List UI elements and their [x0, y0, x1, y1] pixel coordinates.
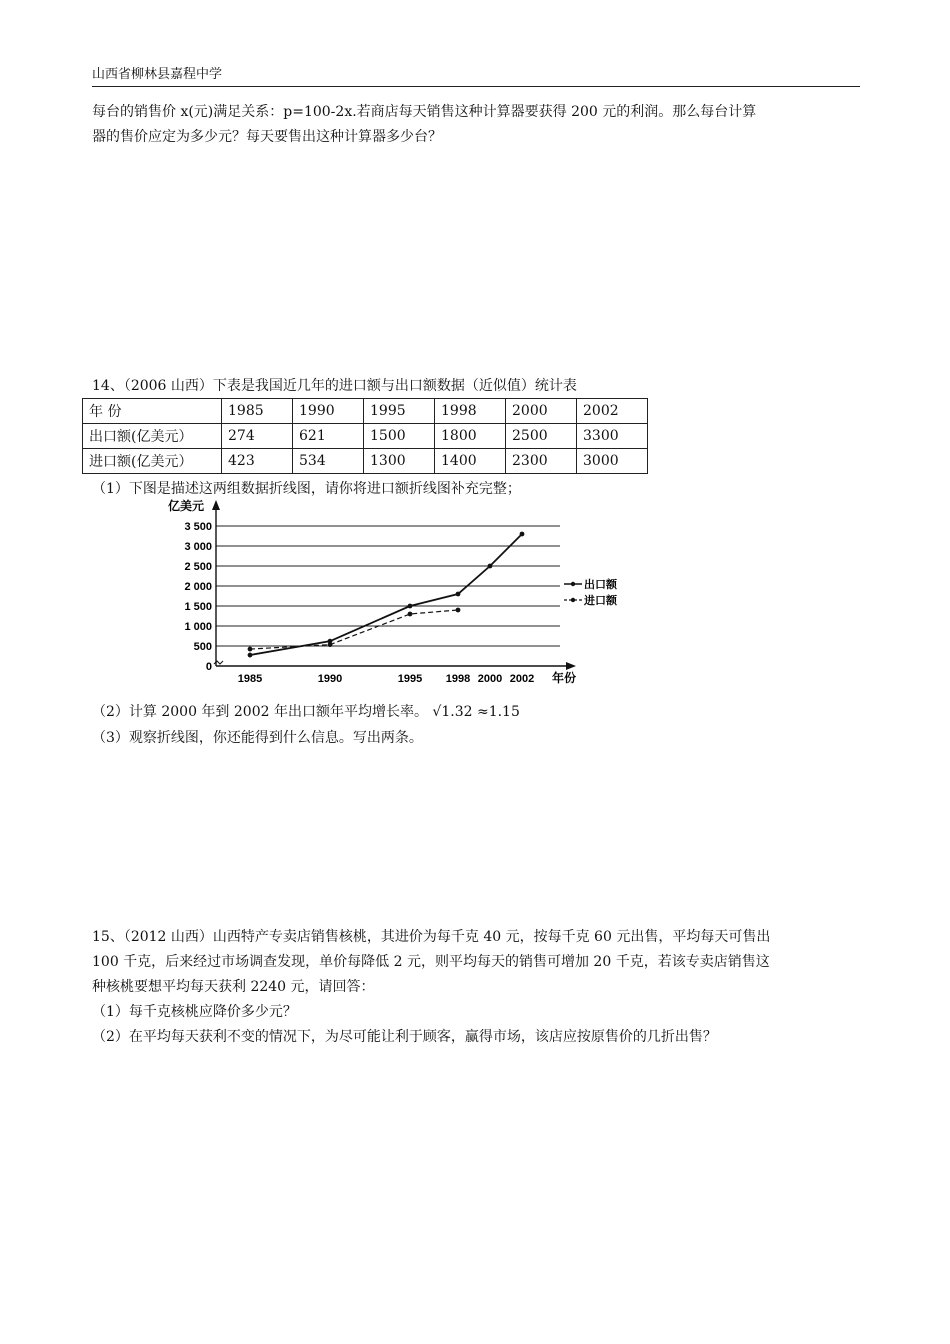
x-axis-label: 年份	[552, 671, 577, 685]
table-cell: 1800	[435, 424, 506, 449]
q15-line2: 100 千克，后来经过市场调查发现，单价每降低 2 元，则平均每天的销售可增加 20 千克，若该专卖店销售这	[92, 954, 770, 970]
x-axis-arrow	[566, 662, 576, 670]
table-cell: 1400	[435, 449, 506, 474]
trade-data-table	[82, 398, 648, 474]
table-cell: 1985	[222, 399, 293, 424]
q15-part2: （2）在平均每天获利不变的情况下，为尽可能让利于顾客，赢得市场，该店应按原售价的几折出售？	[92, 1029, 717, 1045]
table-cell: 1998	[435, 399, 506, 424]
table-cell: 2000	[506, 399, 577, 424]
x-tick-label: 1985	[237, 673, 263, 685]
y-tick-label: 2 500	[184, 561, 212, 573]
table-cell: 1500	[364, 424, 435, 449]
data-point	[520, 532, 525, 537]
y-tick-label: 3 500	[184, 521, 212, 533]
q15-part1: （1）每千克核桃应降价多少元？	[92, 1004, 297, 1020]
legend-marker	[571, 582, 575, 586]
q14-part3: （3）观察折线图，你还能得到什么信息。写出两条。	[92, 730, 423, 746]
y-tick-label: 1 500	[184, 601, 212, 613]
q14-part1: （1）下图是描述这两组数据折线图，请你将进口额折线图补充完整；	[92, 481, 521, 497]
y-tick-label: 500	[193, 641, 212, 653]
x-tick-label: 2000	[477, 673, 503, 685]
q15-line3: 种核桃要想平均每天获利 2240 元，请回答：	[92, 979, 375, 995]
table-row	[83, 424, 648, 449]
table-cell: 1300	[364, 449, 435, 474]
series-line-import	[250, 610, 458, 649]
table-cell: 2002	[577, 399, 648, 424]
q14-part2-text: （2）计算 2000 年到 2002 年出口额年平均增长率。	[92, 704, 428, 720]
series-line-export	[250, 534, 522, 655]
data-point	[456, 592, 461, 597]
q13-text-line2: 器的售价应定为多少元？每天要售出这种计算器多少台？	[92, 129, 442, 145]
data-point	[328, 642, 333, 647]
data-point	[408, 604, 413, 609]
table-cell: 423	[222, 449, 293, 474]
q14-part2-formula: √1.32 ≈1.15	[432, 704, 520, 720]
table-cell: 3300	[577, 424, 648, 449]
y-tick-label: 2 000	[184, 581, 212, 593]
data-point	[248, 653, 253, 658]
table-row-label: 出口额(亿美元）	[83, 424, 222, 449]
x-tick-label: 1995	[397, 673, 423, 685]
table-header-cell: 年 份	[83, 399, 222, 424]
q15-line1: 15、（2012 山西）山西特产专卖店销售核桃，其进价为每千克 40 元，按每千克 60 元出售，平均每天可售出	[92, 929, 771, 945]
y-tick-label: 0	[205, 661, 212, 673]
table-cell: 1990	[293, 399, 364, 424]
table-row-label: 进口额(亿美元）	[83, 449, 222, 474]
data-point	[248, 647, 253, 652]
table-cell: 621	[293, 424, 364, 449]
y-axis-label: 亿美元	[168, 499, 205, 513]
q13-text-line1: 每台的销售价 x(元)满足关系：p=100-2x.若商店每天销售这种计算器要获得 200 元的利润。那么每台计算	[92, 104, 757, 120]
y-tick-label: 3 000	[184, 541, 212, 553]
x-tick-label: 1998	[445, 673, 471, 685]
y-tick-label: 1 000	[184, 621, 212, 633]
data-point	[488, 564, 493, 569]
x-tick-label: 2002	[509, 673, 535, 685]
table-cell: 274	[222, 424, 293, 449]
data-point	[456, 608, 461, 613]
q14-part2	[92, 700, 862, 724]
legend-label: 出口额	[584, 579, 617, 591]
legend-marker	[571, 598, 575, 602]
table-row	[83, 399, 648, 424]
data-point	[408, 612, 413, 617]
table-row	[83, 449, 648, 474]
y-axis-arrow	[212, 500, 220, 510]
table-cell: 1995	[364, 399, 435, 424]
table-cell: 534	[293, 449, 364, 474]
page-header: 山西省柳林县嘉程中学	[92, 66, 860, 87]
table-cell: 2300	[506, 449, 577, 474]
trade-line-chart	[160, 496, 617, 696]
table-cell: 3000	[577, 449, 648, 474]
legend-label: 进口额	[584, 595, 617, 607]
table-cell: 2500	[506, 424, 577, 449]
x-tick-label: 1990	[317, 673, 343, 685]
q14-title: 14、（2006 山西）下表是我国近几年的进口额与出口额数据（近似值）统计表	[92, 378, 577, 394]
